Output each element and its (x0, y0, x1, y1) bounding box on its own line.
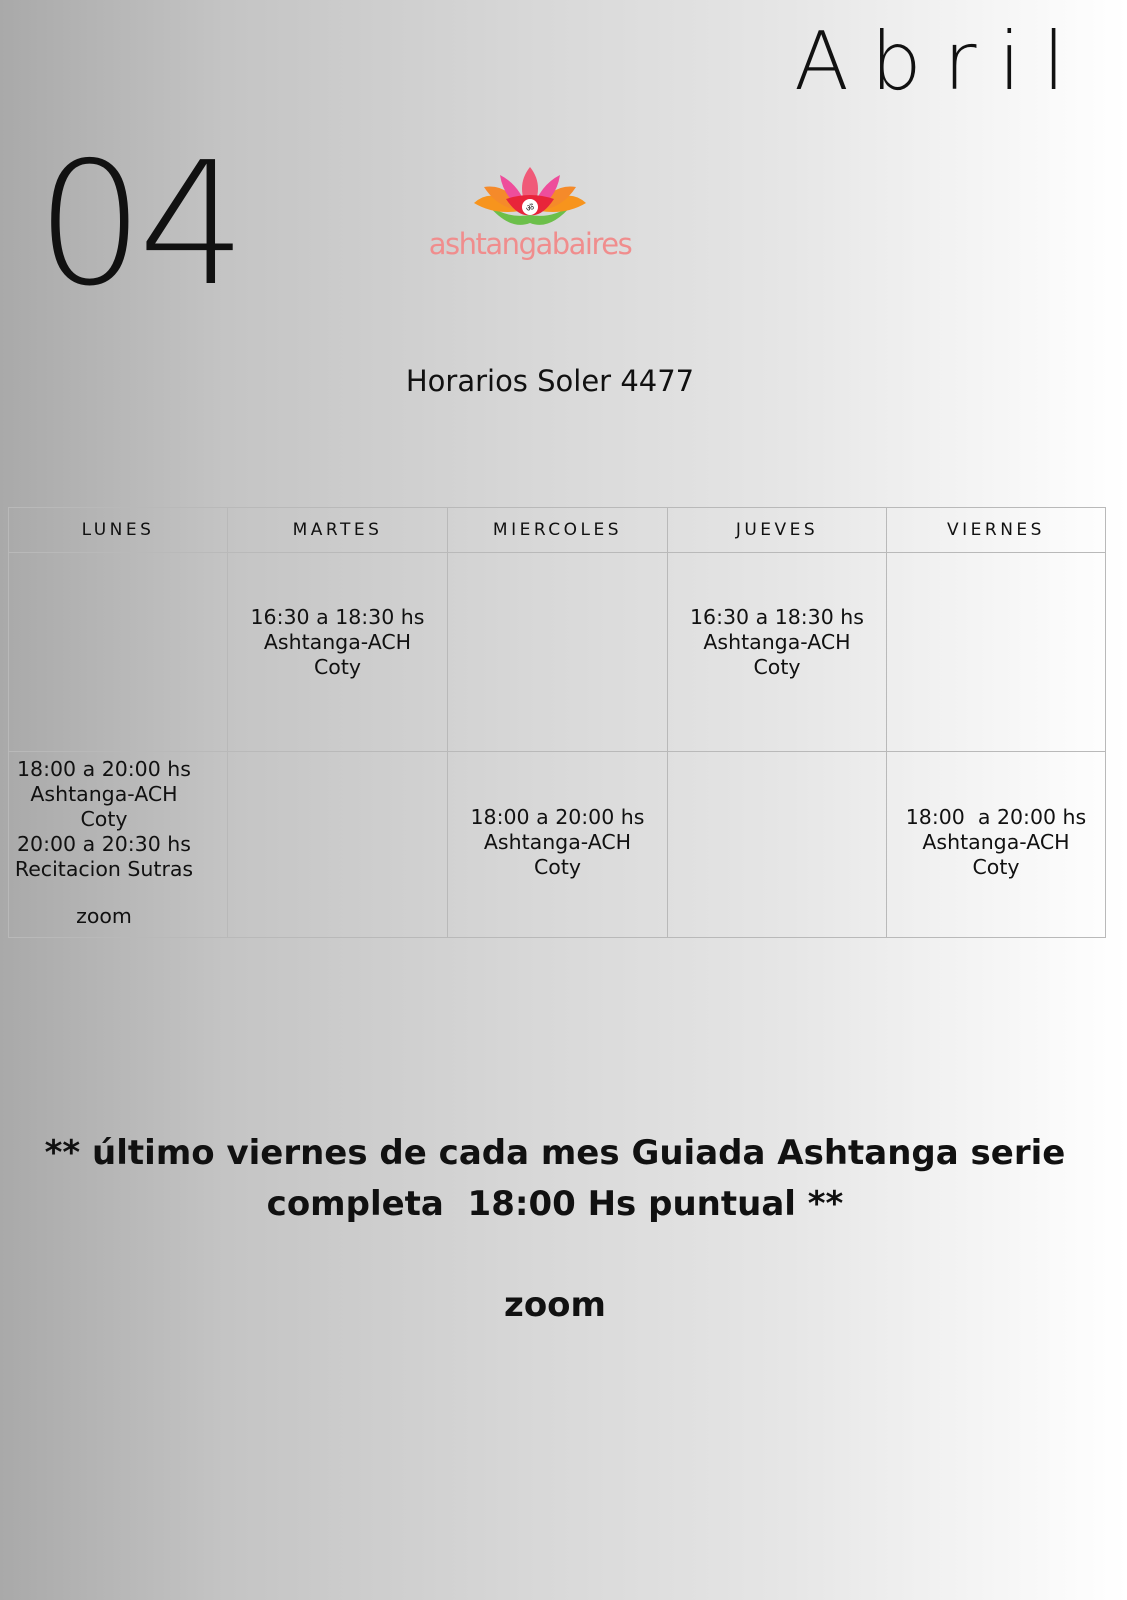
day-header: MARTES (228, 508, 448, 553)
class-teacher: Coty (972, 855, 1020, 879)
class-time: 18:00 a 20:00 hs (17, 756, 191, 781)
lotus-icon (470, 165, 590, 229)
schedule-cell-jueves-2 (668, 752, 887, 938)
class-name: Ashtanga-ACH (922, 830, 1070, 854)
class-name: Ashtanga-ACH (483, 830, 632, 854)
class-teacher: Coty (533, 855, 582, 879)
class-time: 18:00 a 20:00 hs (905, 805, 1087, 829)
class-name: Ashtanga-ACH (30, 781, 178, 806)
month-number: 04 (36, 126, 241, 324)
schedule-cell-miercoles-2 (448, 752, 668, 938)
day-header: VIERNES (887, 508, 1106, 553)
class-time: 16:30 a 18:30 hs (690, 604, 864, 629)
day-header-row (9, 508, 1106, 553)
class-name: Ashtanga-ACH (703, 629, 851, 654)
class-name: Ashtanga-ACH (263, 629, 412, 654)
class-time: 16:30 a 18:30 hs (250, 604, 425, 629)
class-teacher: Coty (80, 806, 128, 831)
footer-line-2: completa 18:00 Hs puntual ** (266, 1184, 844, 1224)
footer-note (0, 1128, 1110, 1331)
schedule-row-afternoon (9, 553, 1106, 752)
logo (425, 165, 635, 275)
day-header: JUEVES (668, 508, 887, 553)
cell-spacer (0, 882, 227, 904)
logo-text: ashtangabaires (428, 227, 632, 261)
class-teacher: Coty (313, 654, 362, 679)
class-teacher: Coty (753, 654, 801, 679)
schedule-cell-martes-2 (228, 752, 448, 938)
month-title: Abril (794, 15, 1087, 108)
schedule-cell-viernes-1 (887, 553, 1106, 752)
schedule-row-evening (9, 752, 1106, 938)
class-time: 20:00 a 20:30 hs (17, 831, 191, 856)
class-name: Recitacion Sutras (14, 856, 194, 881)
svg-text:ॐ: ॐ (525, 204, 535, 214)
schedule-cell-lunes-1 (9, 553, 228, 752)
footer-line-1: ** último viernes de cada mes Guiada Ashtanga serie (44, 1133, 1066, 1173)
schedule-cell-viernes-2 (887, 752, 1106, 938)
schedule-cell-lunes-2 (9, 752, 228, 938)
schedule-cell-jueves-1 (668, 553, 887, 752)
schedule-table (8, 507, 1106, 938)
day-header: MIERCOLES (448, 508, 668, 553)
footer-zoom: zoom (504, 1285, 606, 1325)
schedule-cell-martes-1 (228, 553, 448, 752)
class-mode: zoom (76, 903, 132, 928)
page-subtitle: Horarios Soler 4477 (405, 364, 695, 398)
day-header: LUNES (9, 508, 228, 553)
class-time: 18:00 a 20:00 hs (470, 805, 645, 829)
schedule-cell-miercoles-1 (448, 553, 668, 752)
